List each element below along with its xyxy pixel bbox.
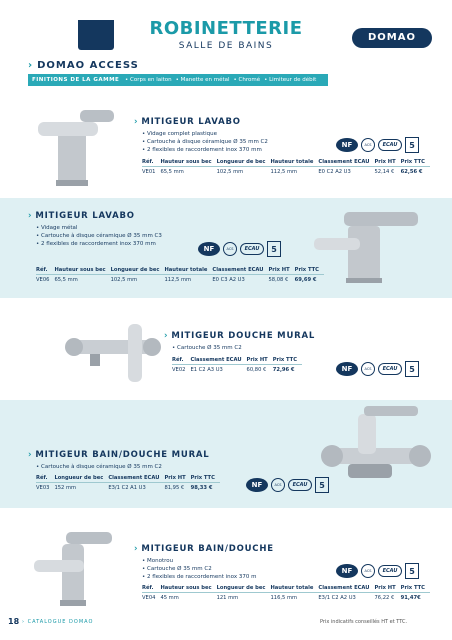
product-bullets: • Cartouche à disque céramique Ø 35 mm C2: [36, 464, 162, 470]
spec-table: Réf. Hauteur sous bec Longueur de bec Hauteur totale Classement ECAU Prix HT Prix TTC VE04 45 mm 121 mm 116,5 mm E3/1 C2 A2 U3 76,22 € 91,47€: [142, 584, 430, 602]
catalogue-label: › CATALOGUE DOMAO: [22, 619, 94, 625]
table-row: VE02 E1 C2 A3 U3 60,80 € 72,96 €: [172, 367, 295, 373]
ecau-icon: ECAU: [378, 139, 402, 151]
acs-icon: ACS: [361, 362, 375, 376]
spec-table: Réf. Hauteur sous bec Longueur de bec Hauteur totale Classement ECAU Prix HT Prix TTC VE01 65,5 mm 102,5 mm 112,5 mm E0 C2 A2 U3 52,14 € 62,56 €: [142, 158, 430, 176]
finishes-bar: FINITIONS DE LA GAMME • Corps en laiton • Manette en métal • Chromé • Limiteur de débit: [28, 74, 328, 86]
price-note: Prix indicatifs conseillés HT et TTC.: [320, 619, 408, 625]
table-row: VE03 152 mm E3/1 C2 A1 U3 81,95 € 98,33 €: [36, 485, 213, 491]
acs-icon: ACS: [223, 242, 237, 256]
table-row: VE04 45 mm 121 mm 116,5 mm E3/1 C2 A2 U3 76,22 € 91,47€: [142, 595, 421, 601]
product-image-ve02: [60, 310, 170, 390]
certifications: [246, 476, 329, 494]
product-title: › MITIGEUR BAIN/DOUCHE: [134, 544, 274, 554]
product-image-ve03: [318, 404, 438, 500]
page-subtitle: SALLE DE BAINS: [178, 41, 274, 51]
product-image-ve04: [30, 520, 120, 610]
product-bullets: • Vidage complet plastique • Cartouche à disque céramique Ø 35 mm C2 • 2 flexibles de raccordement inox 370 mm: [142, 131, 268, 153]
product-title: › MITIGEUR DOUCHE MURAL: [164, 331, 316, 341]
table-row: VE01 65,5 mm 102,5 mm 112,5 mm E0 C2 A2 U3 52,14 € 62,56 €: [142, 169, 423, 175]
nf-icon: NF: [246, 478, 268, 492]
product-image-ve01: [28, 100, 118, 190]
nf-icon: NF: [198, 242, 220, 256]
ecau-icon: ECAU: [378, 565, 402, 577]
product-bullets: • Cartouche Ø 35 mm C2: [172, 345, 242, 351]
table-row: VE06 65,5 mm 102,5 mm 112,5 mm E0 C3 A2 U3 58,08 € 69,69 €: [36, 277, 317, 283]
garantie-5-icon: 5: [405, 361, 419, 377]
certifications: [198, 240, 281, 258]
product-bullets: • Monotrou • Cartouche Ø 35 mm C2 • 2 flexibles de raccordement inox 370 m: [142, 558, 257, 580]
brand-logo: DOMAO: [352, 28, 432, 48]
ecau-icon: ECAU: [288, 479, 312, 491]
product-bullets: • Vidage métal • Cartouche à disque céramique Ø 35 mm C3 • 2 flexibles de raccordement inox 370 mm: [36, 225, 162, 247]
ecau-icon: ECAU: [240, 243, 264, 255]
spec-table: Réf. Longueur de bec Classement ECAU Prix HT Prix TTC VE03 152 mm E3/1 C2 A1 U3 81,95 € 98,33 €: [36, 474, 220, 492]
acs-icon: ACS: [361, 138, 375, 152]
product-title: › MITIGEUR BAIN/DOUCHE MURAL: [28, 450, 210, 460]
range-title: › DOMAO ACCESS: [28, 60, 139, 71]
garantie-5-icon: 5: [405, 563, 419, 579]
page-title: ROBINETTERIE: [149, 18, 303, 39]
product-image-ve06: [308, 206, 428, 286]
spec-table: Réf. Hauteur sous bec Longueur de bec Hauteur totale Classement ECAU Prix HT Prix TTC VE06 65,5 mm 102,5 mm 112,5 mm E0 C3 A2 U3 58,08 € 69,69 €: [36, 266, 324, 284]
certifications: [336, 360, 419, 378]
certifications: [336, 136, 419, 154]
acs-icon: ACS: [271, 478, 285, 492]
certifications: [336, 562, 419, 580]
page-number: 18: [8, 617, 20, 626]
garantie-5-icon: 5: [315, 477, 329, 493]
nf-icon: NF: [336, 362, 358, 376]
ecau-icon: ECAU: [378, 363, 402, 375]
garantie-5-icon: 5: [405, 137, 419, 153]
nf-icon: NF: [336, 564, 358, 578]
garantie-5-icon: 5: [267, 241, 281, 257]
acs-icon: ACS: [361, 564, 375, 578]
nf-icon: NF: [336, 138, 358, 152]
product-title: › MITIGEUR LAVABO: [134, 117, 241, 127]
spec-table: Réf. Classement ECAU Prix HT Prix TTC VE02 E1 C2 A3 U3 60,80 € 72,96 €: [172, 356, 302, 374]
product-title: › MITIGEUR LAVABO: [28, 211, 135, 221]
